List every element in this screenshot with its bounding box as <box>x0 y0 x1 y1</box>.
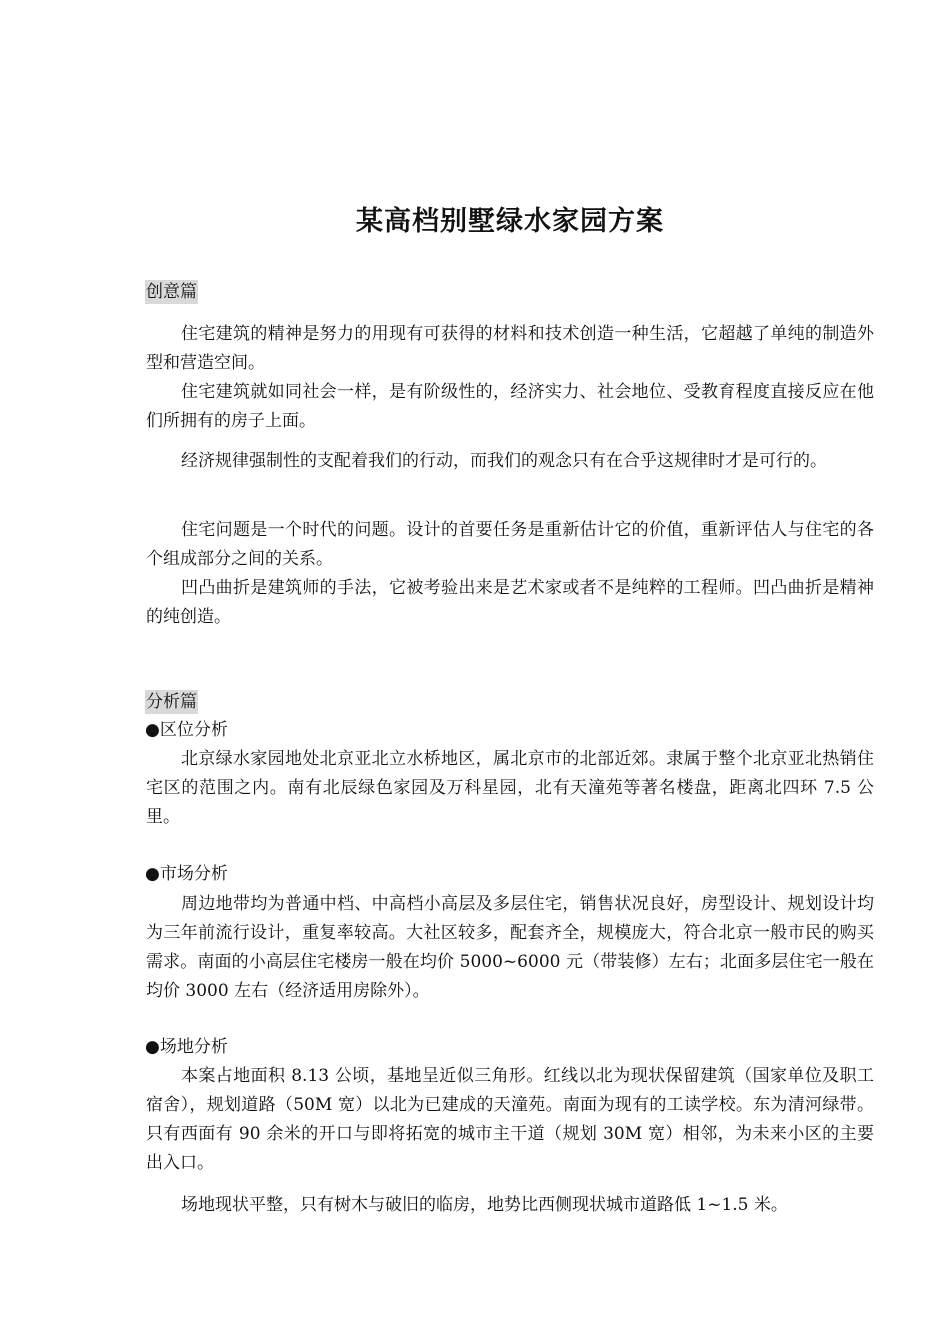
creative-paragraph: 经济规律强制性的支配着我们的行动，而我们的观念只有在合乎这规律时才是可行的。 <box>181 451 827 471</box>
bullet-market-analysis: ●市场分析 <box>145 864 228 884</box>
location-analysis-text: 北京绿水家园地处北京亚北立水桥地区，属北京市的北部近郊。隶属于整个北京亚北热销住宅区的范围之内。南有北辰绿色家园及万科星园，北有天潼苑等著名楼盘，距离北四环 7.5 公里。 <box>146 749 874 827</box>
creative-paragraph: 住宅问题是一个时代的问题。设计的首要任务是重新估计它的价值，重新评估人与住宅的各个组成部分之间的关系。 <box>146 520 874 569</box>
document-title: 某高档别墅绿水家园方案 <box>356 206 664 237</box>
creative-paragraph: 凹凸曲折是建筑师的手法，它被考验出来是艺术家或者不是纯粹的工程师。凹凸曲折是精神的纯创造。 <box>146 578 874 627</box>
site-analysis-text-block <box>146 1062 874 1178</box>
creative-group-2 <box>146 447 874 476</box>
creative-group-3 <box>146 516 874 632</box>
site-analysis-text-block-2 <box>146 1191 874 1220</box>
creative-group-1 <box>146 320 874 436</box>
market-analysis-text: 周边地带均为普通中档、中高档小高层及多层住宅，销售状况良好，房型设计、规划设计均为三年前流行设计，重复率较高。大社区较多，配套齐全，规模庞大，符合北京一般市民的购买需求。南面的小高层住宅楼房一般在均价 5000~6000 元（带装修）左右；北面多层住宅一般在均价 3000 左右（经济适用房除外）。 <box>146 894 874 1001</box>
creative-paragraph: 住宅建筑就如同社会一样，是有阶级性的，经济实力、社会地位、受教育程度直接反应在他们所拥有的房子上面。 <box>146 382 874 431</box>
site-analysis-text: 场地现状平整，只有树木与破旧的临房，地势比西侧现状城市道路低 1~1.5 米。 <box>181 1195 788 1215</box>
bullet-site-analysis: ●场地分析 <box>145 1037 228 1057</box>
creative-paragraph: 住宅建筑的精神是努力的用现有可获得的材料和技术创造一种生活，它超越了单纯的制造外型和营造空间。 <box>146 324 874 373</box>
bullet-location-analysis: ●区位分析 <box>145 720 228 740</box>
market-analysis-text-block <box>146 890 874 1006</box>
section-heading-analysis: 分析篇 <box>146 692 197 712</box>
section-heading-creative: 创意篇 <box>146 282 197 302</box>
site-analysis-text: 本案占地面积 8.13 公顷，基地呈近似三角形。红线以北为现状保留建筑（国家单位及职工宿舍），规划道路（50M 宽）以北为已建成的天潼苑。南面为现有的工读学校。东为清河绿带。只有西面有 90 余米的开口与即将拓宽的城市主干道（规划 30M 宽）相邻，为未来小区的主要出入口。 <box>146 1066 874 1173</box>
location-analysis-text-block <box>146 745 874 832</box>
